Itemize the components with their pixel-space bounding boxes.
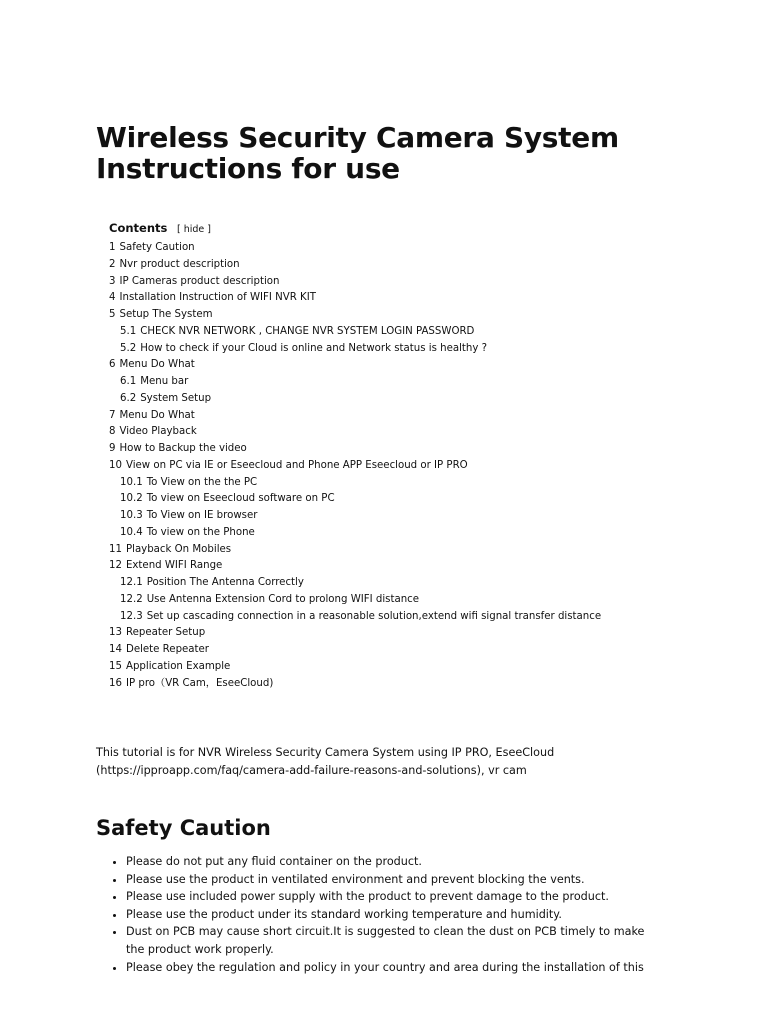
toc-item[interactable] [109,659,669,676]
toc-item-number: 10.2 [120,493,143,505]
safety-caution-item: • Please do not put any fluid container on the product. [126,853,666,871]
toc-item[interactable] [109,625,669,642]
toc-item-label: How to Backup the video [119,443,247,454]
toc-item[interactable] [109,391,669,408]
toc-item-label: Safety Caution [119,242,195,253]
toc-item-label: View on PC via IE or Eseecloud and Phone APP Eseecloud or IP PRO [125,459,468,471]
toc-item-number: 9 [109,443,116,454]
toc-item-label: Installation Instruction of WIFI NVR KIT [119,292,316,304]
toc-item-number: 8 [109,426,116,438]
toc-item-number: 10.4 [120,526,143,538]
toc-item-number: 4 [109,292,116,304]
toc-list [109,240,669,692]
page-title [96,122,696,184]
toc-item[interactable] [109,441,669,458]
toc-item-label: Playback On Mobiles [125,543,232,555]
toc-item[interactable] [109,408,669,425]
page-title-line-1: Wireless Security Camera System [96,121,619,154]
toc-item-label: Application Example [125,660,231,672]
toc-item-number: 12.2 [120,593,143,605]
toc-item[interactable] [109,575,669,592]
toc-item[interactable] [109,525,669,542]
toc-item-label: Delete Repeater [125,644,209,655]
toc-item-number: 12.1 [120,577,143,588]
toc-item-number: 1 [109,242,116,253]
toc-item-label: Menu Do What [119,359,195,371]
toc-item[interactable] [109,642,669,659]
toc-item-number: 10.1 [120,476,143,488]
toc-item-label: How to check if your Cloud is online and Network status is healthy ? [140,342,488,354]
toc-item-number: 11 [109,543,122,555]
safety-caution-item: • Please use the product in ventilated environment and prevent blocking the vents. [126,871,666,889]
toc-item[interactable] [109,475,669,492]
toc-item[interactable] [109,357,669,374]
toc-item-number: 14 [109,644,122,655]
safety-caution-item: • Dust on PCB may cause short circuit.It is suggested to clean the dust on PCB timely to make the product work properly. [126,923,666,958]
toc-item-number: 12.3 [120,610,143,622]
toc-item-label: To view on Eseecloud software on PC [146,493,335,505]
toc-item-label: Repeater Setup [125,627,206,639]
safety-caution-list [112,853,666,976]
safety-caution-item: • Please obey the regulation and policy in your country and area during the installation of this [126,959,666,977]
toc-item-label: Position The Antenna Correctly [146,577,304,588]
toc-item[interactable] [109,558,669,575]
toc-item[interactable] [109,290,669,307]
toc-item-label: Extend WIFI Range [125,560,223,572]
toc-item-number: 5.2 [120,342,137,354]
toc-item-label: Use Antenna Extension Cord to prolong WIFI distance [146,593,420,605]
table-of-contents [109,219,669,692]
safety-caution-item: • Please use included power supply with the product to prevent damage to the product. [126,888,666,906]
toc-header [109,219,669,237]
toc-item-number: 3 [109,275,116,287]
toc-hide-toggle[interactable]: [ hide ] [177,224,212,235]
toc-item[interactable] [109,609,669,626]
toc-item[interactable] [109,324,669,341]
toc-item-label: CHECK NVR NETWORK , CHANGE NVR SYSTEM LOGIN PASSWORD [140,325,475,337]
toc-item-label: IP pro（VR Cam，EseeCloud) [125,677,274,689]
toc-item-label: System Setup [140,392,212,404]
toc-item[interactable] [109,424,669,441]
toc-item-number: 15 [109,660,122,672]
toc-item[interactable] [109,307,669,324]
toc-item-label: Set up cascading connection in a reasonable solution,extend wifi signal transfer distance [146,610,602,622]
toc-item-label: To View on the the PC [146,476,258,488]
toc-item[interactable] [109,458,669,475]
section-heading-safety-caution: Safety Caution [96,816,271,840]
toc-item-number: 16 [109,677,122,689]
toc-item-label: Video Playback [119,426,197,438]
toc-item[interactable] [109,508,669,525]
toc-item-number: 2 [109,258,116,270]
toc-item-number: 7 [109,409,116,421]
toc-item[interactable] [109,240,669,257]
toc-item-number: 12 [109,560,122,572]
toc-item-number: 10.3 [120,510,143,521]
toc-item-number: 6 [109,359,116,371]
toc-item[interactable] [109,274,669,291]
toc-item-label: Menu bar [140,376,189,387]
toc-item-number: 13 [109,627,122,639]
toc-item[interactable] [109,676,669,693]
toc-item[interactable] [109,491,669,508]
toc-item-number: 5.1 [120,325,137,337]
toc-item-label: To View on IE browser [146,510,258,521]
toc-item[interactable] [109,257,669,274]
toc-item-number: 6.1 [120,376,137,387]
toc-item[interactable] [109,542,669,559]
toc-item-number: 10 [109,459,122,471]
toc-item-label: IP Cameras product description [119,275,280,287]
intro-paragraph: This tutorial is for NVR Wireless Security Camera System using IP PRO, EseeCloud (https://ipproapp.com/faq/camera-add-failure-reasons-and-solutions), vr cam [96,746,555,777]
toc-item[interactable] [109,341,669,358]
safety-caution-item: • Please use the product under its standard working temperature and humidity. [126,906,666,924]
page-title-line-2: Instructions for use [96,152,400,185]
toc-item[interactable] [109,592,669,609]
toc-item-label: Nvr product description [119,258,240,270]
toc-item-number: 5 [109,309,116,320]
toc-item-label: Menu Do What [119,409,195,421]
toc-item-number: 6.2 [120,392,137,404]
toc-item-label: Setup The System [119,309,213,320]
toc-item[interactable] [109,374,669,391]
toc-item-label: To view on the Phone [146,526,255,538]
toc-heading: Contents [109,221,168,235]
